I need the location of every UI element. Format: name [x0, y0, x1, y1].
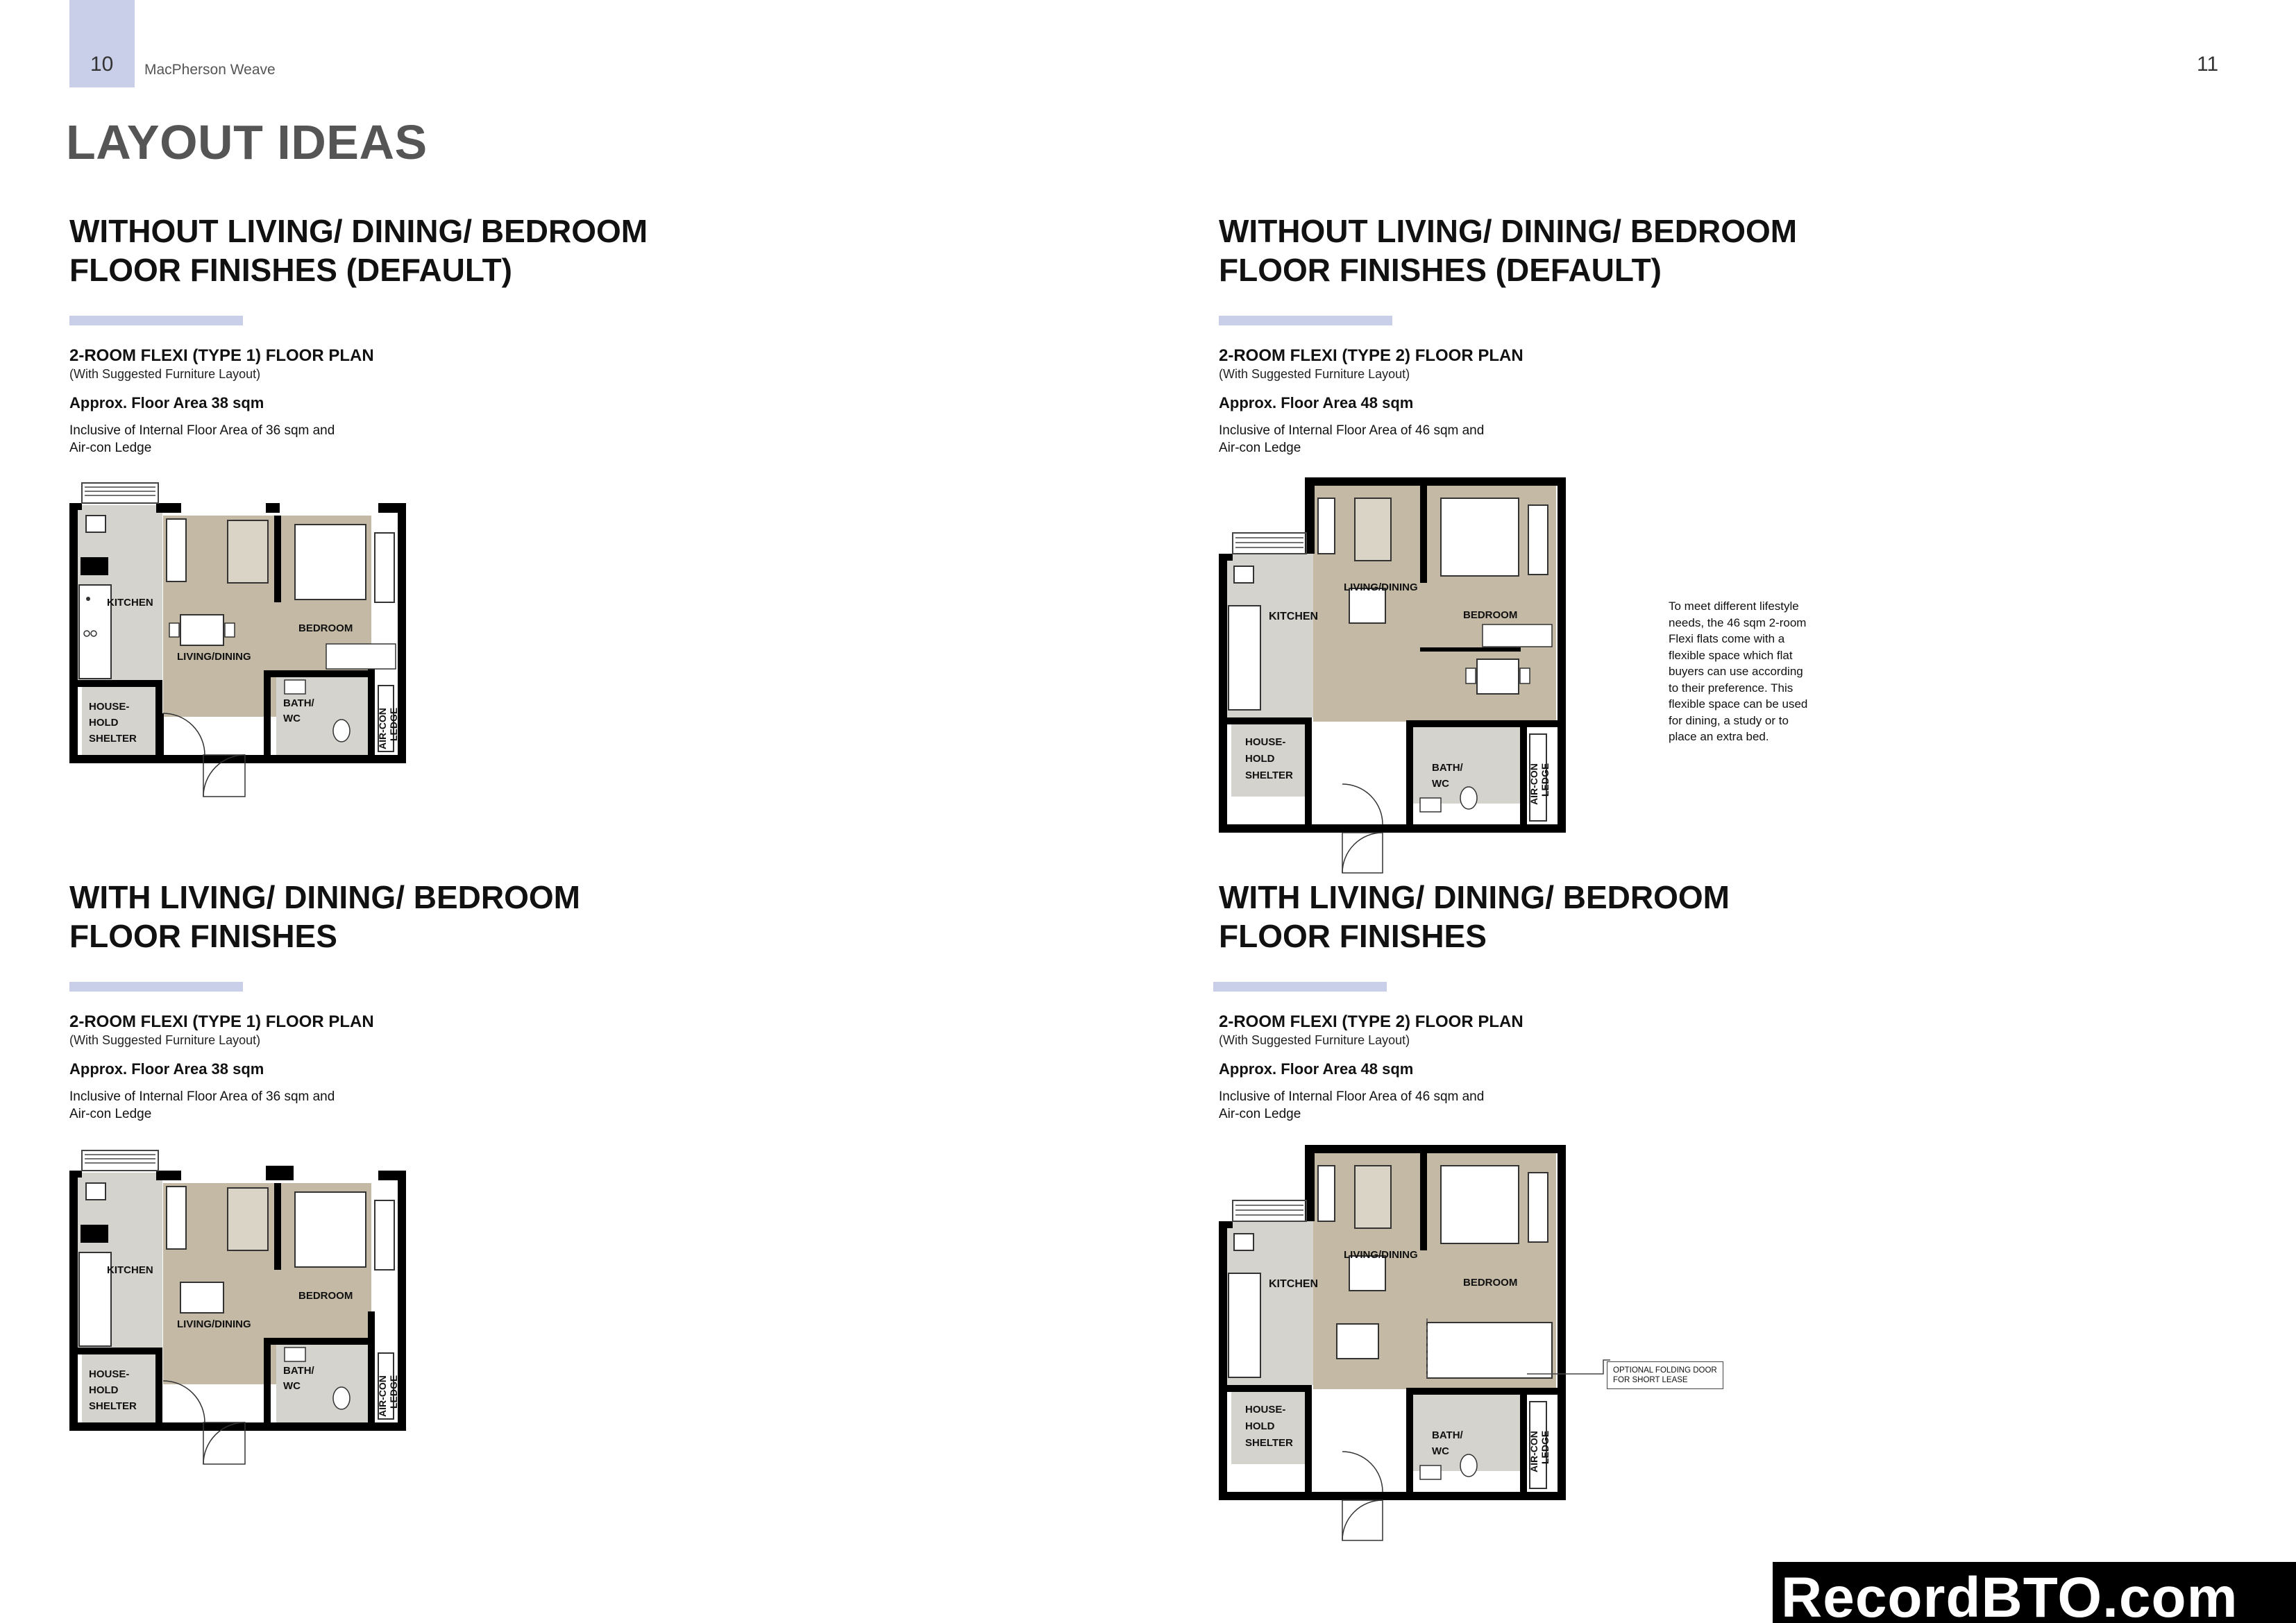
inclusive-note — [69, 1088, 396, 1123]
section-heading-line2: FLOOR FINISHES (DEFAULT) — [69, 252, 513, 288]
inclusive-note — [69, 422, 396, 457]
svg-text:HOUSE-: HOUSE- — [89, 1368, 130, 1380]
section-heading-line1: WITH LIVING/ DINING/ BEDROOM — [1219, 879, 1730, 915]
svg-text:AIR-CON: AIR-CON — [377, 708, 388, 749]
section-heading-line1: WITH LIVING/ DINING/ BEDROOM — [69, 879, 580, 915]
section-heading-line2: FLOOR FINISHES — [69, 918, 337, 954]
inclusive-line2: Air-con Ledge — [1219, 441, 1301, 455]
svg-text:KITCHEN: KITCHEN — [1269, 1278, 1319, 1290]
svg-text:BEDROOM: BEDROOM — [1463, 1277, 1518, 1289]
right-page-number: 11 — [2197, 53, 2219, 76]
note-line: To meet different lifestyle — [1669, 600, 1799, 613]
note-line: place an extra bed. — [1669, 730, 1769, 743]
svg-text:HOLD: HOLD — [89, 1384, 119, 1396]
folding-door-callout — [1607, 1361, 1723, 1389]
inclusive-line2: Air-con Ledge — [69, 441, 152, 455]
svg-text:LIVING/DINING: LIVING/DINING — [1344, 1249, 1418, 1261]
section-type1-finishes — [69, 878, 902, 1123]
svg-text:BATH/: BATH/ — [1432, 762, 1463, 774]
svg-text:BEDROOM: BEDROOM — [1463, 609, 1518, 621]
svg-text:BATH/: BATH/ — [1432, 1429, 1463, 1441]
page-title: LAYOUT IDEAS — [66, 115, 428, 169]
svg-text:HOLD: HOLD — [89, 717, 119, 729]
svg-text:WC: WC — [1432, 778, 1449, 790]
flexi-space-note — [1669, 598, 1835, 745]
section-type2-default — [1219, 212, 2052, 457]
plan-title: 2-ROOM FLEXI (TYPE 1) FLOOR PLAN — [69, 346, 374, 365]
plan-title: 2-ROOM FLEXI (TYPE 2) FLOOR PLAN — [1219, 1012, 1523, 1031]
note-line: needs, the 46 sqm 2-room — [1669, 615, 1807, 629]
inclusive-line1: Inclusive of Internal Floor Area of 36 sqm and — [69, 1089, 335, 1104]
section-heading-line1: WITHOUT LIVING/ DINING/ BEDROOM — [1219, 213, 1798, 249]
plan-subtitle: (With Suggested Furniture Layout) — [1219, 1033, 1410, 1047]
svg-text:HOLD: HOLD — [1245, 1420, 1275, 1432]
plan-title: 2-ROOM FLEXI (TYPE 1) FLOOR PLAN — [69, 1012, 374, 1031]
svg-text:HOUSE-: HOUSE- — [1245, 1404, 1286, 1416]
floor-area: Approx. Floor Area 38 sqm — [69, 1060, 264, 1078]
svg-text:LEDGE: LEDGE — [388, 707, 399, 741]
note-line: to their preference. This — [1669, 681, 1793, 695]
floor-plan-type1-default — [69, 477, 406, 805]
svg-text:LIVING/DINING: LIVING/DINING — [177, 651, 251, 663]
note-line: buyers can use according — [1669, 665, 1803, 678]
svg-text:AIR-CON: AIR-CON — [1528, 1431, 1539, 1472]
accent-bar — [69, 982, 243, 992]
svg-text:LIVING/DINING: LIVING/DINING — [1344, 581, 1418, 593]
note-line: Flexi flats come with a — [1669, 632, 1785, 645]
svg-text:LEDGE: LEDGE — [388, 1375, 399, 1409]
svg-text:WC: WC — [283, 713, 301, 724]
svg-text:SHELTER: SHELTER — [1245, 770, 1293, 781]
svg-text:AIR-CON: AIR-CON — [377, 1375, 388, 1417]
note-line: flexible space which flat — [1669, 648, 1793, 662]
left-page-number: 10 — [90, 53, 114, 76]
svg-text:KITCHEN: KITCHEN — [107, 597, 153, 609]
floor-plan-type2-default — [1219, 477, 1566, 874]
note-line: for dining, a study or to — [1669, 713, 1789, 727]
svg-text:SHELTER: SHELTER — [1245, 1437, 1293, 1449]
section-heading-line2: FLOOR FINISHES — [1219, 918, 1487, 954]
svg-text:HOUSE-: HOUSE- — [1245, 736, 1286, 748]
accent-bar — [69, 316, 243, 325]
inclusive-line1: Inclusive of Internal Floor Area of 46 sqm and — [1219, 423, 1485, 438]
plan-title: 2-ROOM FLEXI (TYPE 2) FLOOR PLAN — [1219, 346, 1523, 365]
svg-text:HOLD: HOLD — [1245, 753, 1275, 765]
callout-line1: OPTIONAL FOLDING DOOR — [1613, 1366, 1717, 1375]
inclusive-line1: Inclusive of Internal Floor Area of 46 sqm and — [1219, 1089, 1485, 1104]
inclusive-note — [1219, 1088, 1545, 1123]
svg-text:LEDGE: LEDGE — [1539, 1430, 1551, 1464]
plan-subtitle: (With Suggested Furniture Layout) — [69, 1033, 261, 1047]
inclusive-note — [1219, 422, 1545, 457]
svg-text:AIR-CON: AIR-CON — [1528, 763, 1539, 805]
svg-text:LIVING/DINING: LIVING/DINING — [177, 1318, 251, 1330]
floor-plan-type1-finishes — [69, 1145, 406, 1472]
svg-text:SHELTER: SHELTER — [89, 733, 137, 745]
svg-text:KITCHEN: KITCHEN — [1269, 611, 1319, 622]
plan-subtitle: (With Suggested Furniture Layout) — [1219, 367, 1410, 381]
callout-leader-line — [1527, 1346, 1610, 1388]
brand-name: MacPherson Weave — [144, 62, 276, 78]
section-type1-default — [69, 212, 902, 457]
svg-text:BEDROOM: BEDROOM — [298, 1290, 353, 1302]
svg-text:KITCHEN: KITCHEN — [107, 1264, 153, 1276]
svg-text:BATH/: BATH/ — [283, 697, 314, 709]
floor-area: Approx. Floor Area 38 sqm — [69, 394, 264, 411]
svg-text:LEDGE: LEDGE — [1539, 763, 1551, 797]
inclusive-line2: Air-con Ledge — [1219, 1107, 1301, 1121]
accent-bar — [1219, 316, 1392, 325]
svg-text:SHELTER: SHELTER — [89, 1400, 137, 1412]
inclusive-line2: Air-con Ledge — [69, 1107, 152, 1121]
svg-text:HOUSE-: HOUSE- — [89, 701, 130, 713]
accent-bar — [1213, 982, 1387, 992]
svg-text:BEDROOM: BEDROOM — [298, 622, 353, 634]
watermark-logo: RecordBTO.com — [1773, 1562, 2296, 1623]
floor-plan-type2-finishes — [1219, 1145, 1566, 1542]
note-line: flexible space can be used — [1669, 697, 1808, 711]
section-heading-line2: FLOOR FINISHES (DEFAULT) — [1219, 252, 1662, 288]
section-heading-line1: WITHOUT LIVING/ DINING/ BEDROOM — [69, 213, 648, 249]
inclusive-line1: Inclusive of Internal Floor Area of 36 sqm and — [69, 423, 335, 438]
plan-subtitle: (With Suggested Furniture Layout) — [69, 367, 261, 381]
callout-line2: FOR SHORT LEASE — [1613, 1376, 1688, 1384]
svg-text:BATH/: BATH/ — [283, 1365, 314, 1377]
svg-text:WC: WC — [1432, 1445, 1449, 1457]
floor-area: Approx. Floor Area 48 sqm — [1219, 394, 1414, 411]
section-type2-finishes — [1219, 878, 2052, 1123]
svg-text:WC: WC — [283, 1380, 301, 1392]
floor-area: Approx. Floor Area 48 sqm — [1219, 1060, 1414, 1078]
